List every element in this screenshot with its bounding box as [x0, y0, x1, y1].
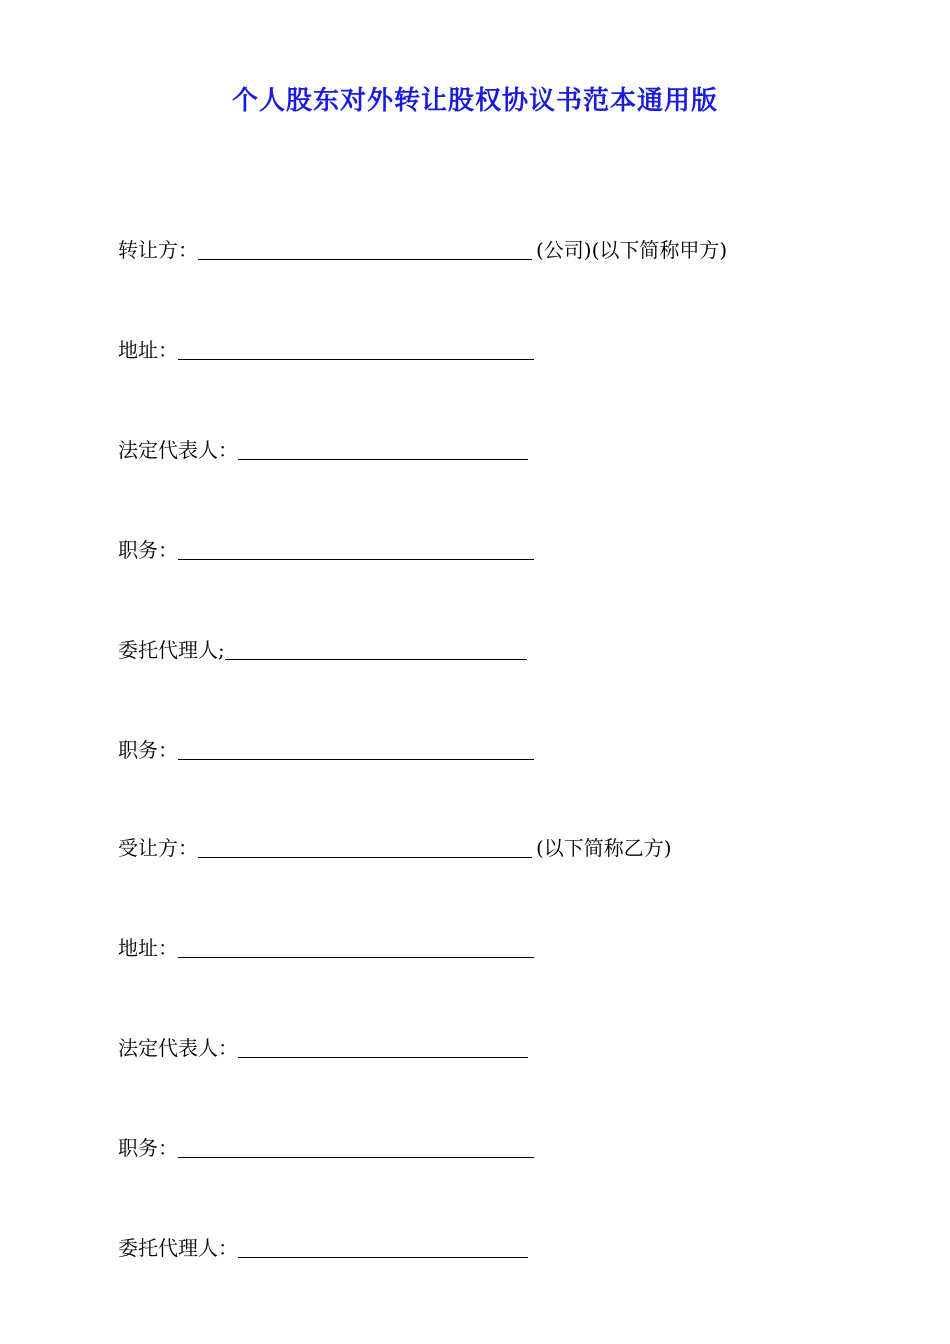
transferor-legal-rep-row	[118, 436, 528, 464]
fill-in-blank[interactable]	[238, 1237, 528, 1258]
field-label: 职务：	[118, 538, 178, 562]
field-label: 法定代表人：	[118, 1036, 238, 1060]
field-suffix: (公司)(以下简称甲方)	[536, 238, 728, 262]
transferee-position-row	[118, 1134, 534, 1162]
field-label: 职务：	[118, 1136, 178, 1160]
fill-in-blank[interactable]	[225, 639, 527, 660]
fill-in-blank[interactable]	[178, 1137, 534, 1158]
fill-in-blank[interactable]	[178, 539, 534, 560]
field-label: 委托代理人：	[118, 1236, 238, 1260]
field-label: 地址：	[118, 936, 178, 960]
document-title: 个人股东对外转让股权协议书范本通用版	[231, 86, 718, 116]
fill-in-blank[interactable]	[198, 239, 532, 260]
transferor-position-row	[118, 536, 534, 564]
field-label: 法定代表人：	[118, 438, 238, 462]
transferor-row	[118, 236, 727, 264]
transferor-agent-row	[118, 636, 527, 664]
fill-in-blank[interactable]	[238, 1037, 528, 1058]
transferee-agent-row	[118, 1234, 528, 1262]
field-suffix: (以下简称乙方)	[536, 836, 672, 860]
transferee-row	[118, 834, 672, 862]
field-label: 地址：	[118, 338, 178, 362]
fill-in-blank[interactable]	[198, 837, 532, 858]
transferee-legal-rep-row	[118, 1034, 528, 1062]
field-label: 职务：	[118, 738, 178, 762]
fill-in-blank[interactable]	[178, 937, 534, 958]
field-label: 受让方：	[118, 836, 198, 860]
field-label: 委托代理人;	[118, 638, 225, 662]
transferor-address-row	[118, 336, 534, 364]
field-label: 转让方：	[118, 238, 198, 262]
transferor-agent-position-row	[118, 736, 534, 764]
fill-in-blank[interactable]	[178, 739, 534, 760]
fill-in-blank[interactable]	[238, 439, 528, 460]
transferee-address-row	[118, 934, 534, 962]
fill-in-blank[interactable]	[178, 339, 534, 360]
